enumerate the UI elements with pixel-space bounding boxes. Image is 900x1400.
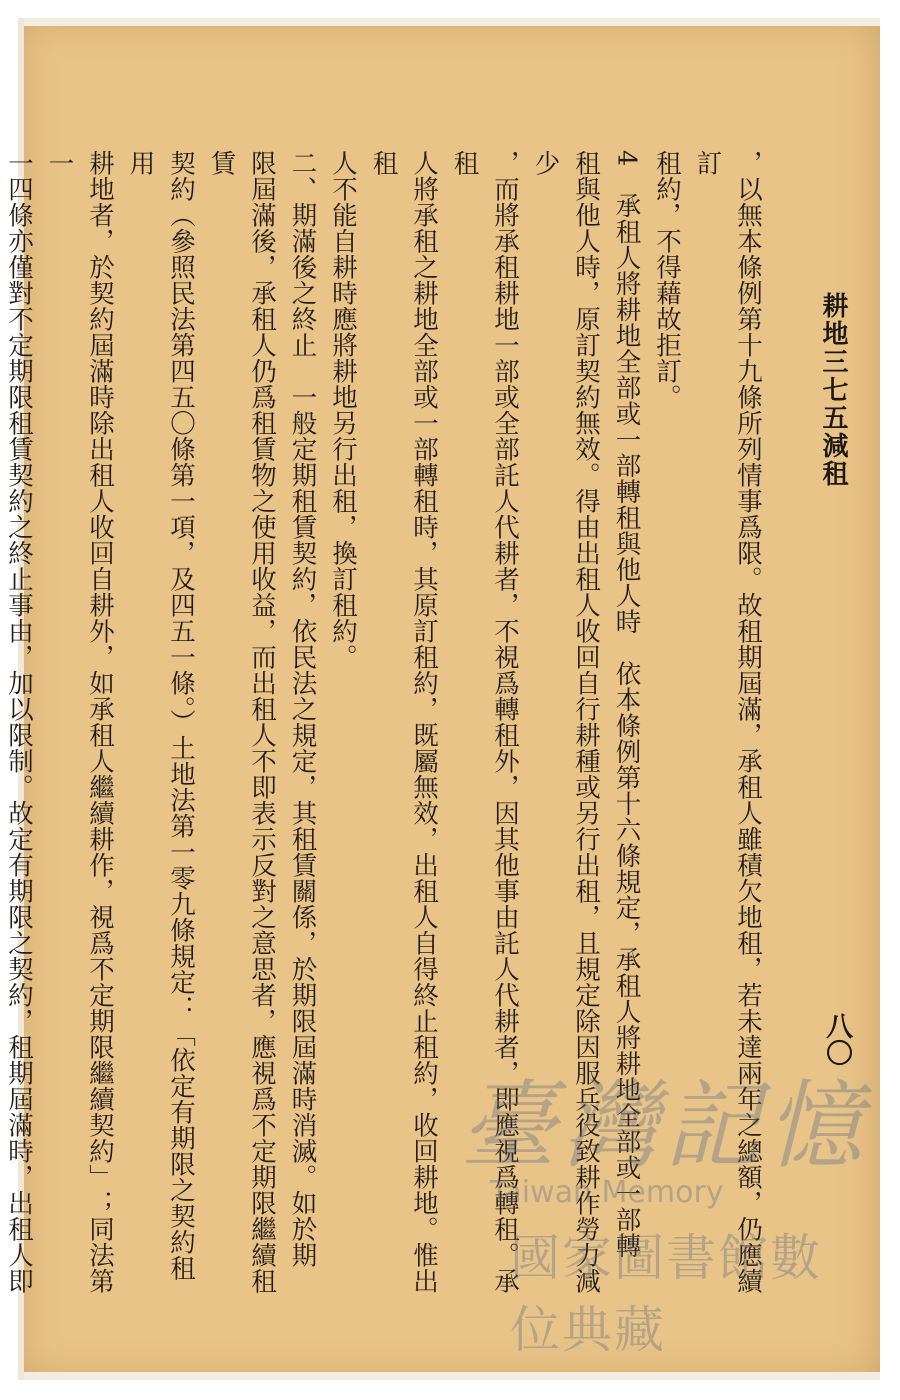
text-column: 耕地者，於契約屆滿時除出租人收回自耕外，如承租人繼續耕作，視爲不定期限繼續契約」；同法第一 — [44, 150, 115, 1294]
text-column: 4 承租人將耕地全部或一部轉租與他人時 依本條例第十六條規定，承租人將耕地全部或一部轉 — [611, 150, 642, 1259]
text-column: ，而將承租耕地一部或全部託人代耕者，不視爲轉租外，因其他事由託人代耕者，即應視爲轉租。承租 — [449, 150, 520, 1294]
watermark-institution: 國家圖書館數位典藏 — [510, 1229, 822, 1359]
text-column: 人不能自耕時應將耕地另行出租，換訂租約。 — [328, 150, 358, 670]
text-column: 契約（參照民法第四五〇條第一項，及四五一條。）土地法第一零九條規定：「依定有期限之契約租用 — [125, 150, 196, 1282]
body-text — [4, 150, 768, 1300]
page-number: 八〇 — [821, 1012, 852, 1066]
page-edge-top — [18, 18, 880, 26]
text-column: ，以無本條例第十九條所列情事爲限。故租期屆滿，承租人雖積欠地租，若未達兩年之總額，仍應續訂 — [692, 150, 763, 1294]
page-edge-bottom — [18, 1372, 880, 1380]
text-column: 人將承租之耕地全部或一部轉租時，其原訂租約，既屬無效，出租人自得終止租約，收回耕地。惟出租 — [368, 150, 439, 1294]
text-column: 租與他人時，原訂契約無效。得由出租人收回自行耕種或另行出租，且規定除因服兵役致耕作勞力減少 — [530, 150, 601, 1294]
watermark-logo: 臺灣記憶 — [460, 1070, 868, 1182]
text-column: 限屆滿後，承租人仍爲租賃物之使用收益，而出租人不即表示反對之意思者，應視爲不定期限繼續租賃 — [206, 150, 277, 1294]
watermark-latin: Taiwan Memory — [490, 1175, 724, 1210]
text-column: 一四條亦僅對不定期限租賃契約之終止事由，加以限制。故定有期限之契約，租期屆滿時，出租人即 — [4, 150, 34, 1294]
text-column: 二、期滿後之終止 一般定期租賃契約，依民法之規定，其租賃關係，於期限屆滿時消滅。如於期 — [287, 150, 318, 1268]
running-header: 耕地三七五減租 — [818, 292, 848, 488]
text-column: 租約，不得藉故拒訂。 — [652, 150, 682, 410]
